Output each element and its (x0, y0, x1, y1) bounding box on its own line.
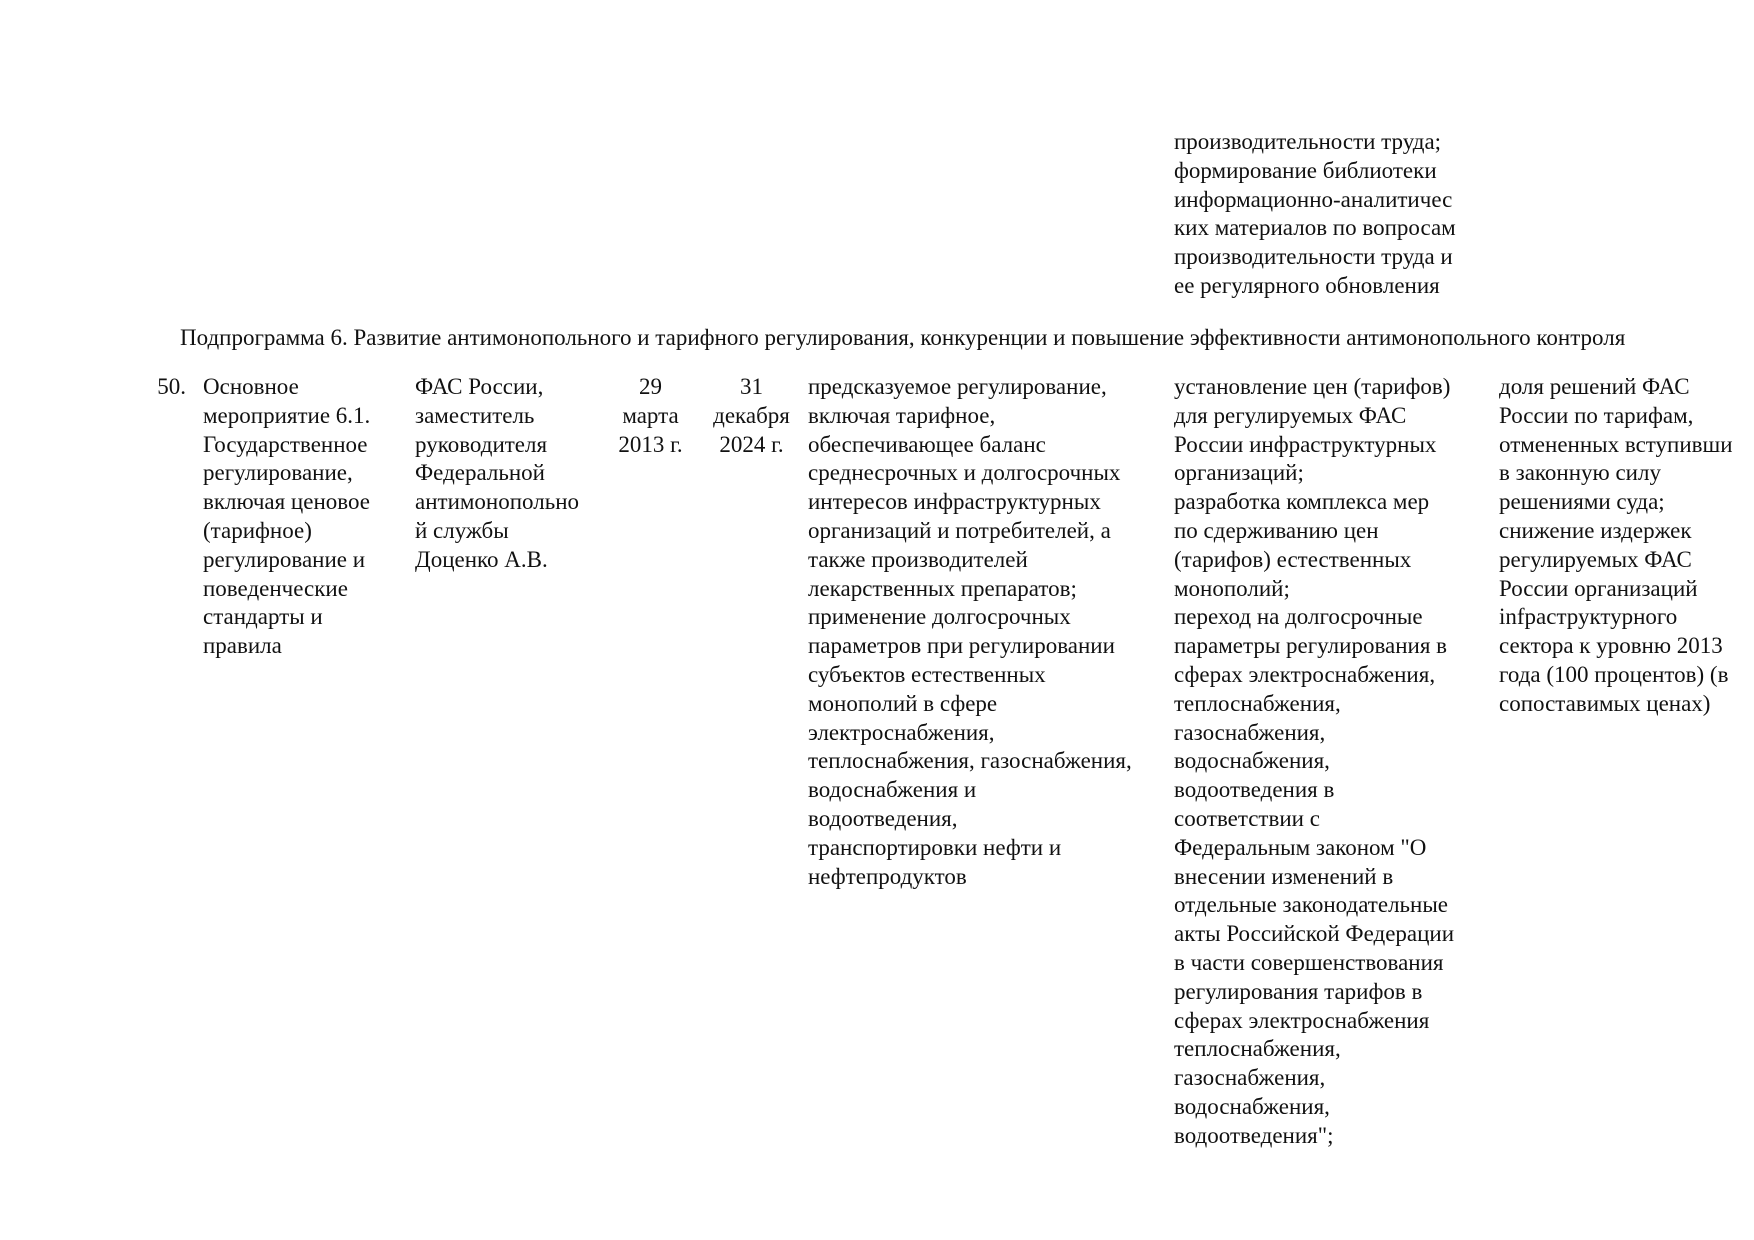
main-directions-cell: установление цен (тарифов) для регулируемых ФАС России инфраструктурных организаций; разработка комплекса мер по сдерживанию цен (тарифов) естественных монополий; переход на долгосрочные параметры регулирования в сферах электроснабжения, теплоснабжения, газоснабжения, водоснабжения, водоотведения в соответствии с Федеральным законом "О внесении изменений в отдельные законодательные акты Российской Федерации в части совершенствования регулирования тарифов в сферах электроснабжения теплоснабжения, газоснабжения, водоснабжения, водоотведения"; (1174, 374, 1455, 1148)
event-cell: Основное мероприятие 6.1. Государственное регулирование, включая ценовое (тарифное) регулирование и поведенческие стандарты и правила (203, 374, 371, 659)
executor-cell: ФАС России, заместитель руководителя Федеральной антимонопольно й службы Доценко А.В. (415, 374, 580, 572)
continued-results-cell: производительности труда; формирование библиотеки информационно-аналитичес ких материалов по вопросам производительности труда и ее регулярного обновления (1174, 129, 1456, 298)
expected-result-cell: предсказуемое регулирование, включая тарифное, обеспечивающее баланс среднесрочных и долгосрочных интересов инфраструктурных организаций и потребителей, а также производителей лекарственных препаратов; применение долгосрочных параметров при регулировании субъектов естественных монополий в сфере электроснабжения, теплоснабжения, газоснабжения, водоснабжения и водоотведения, транспортировки нефти и нефтепродуктов (808, 374, 1132, 889)
row-number: 50. (157, 374, 186, 399)
indicators-cell: доля решений ФАС России по тарифам, отмененных вступивши в законную силу решениями суда; снижение издержек регулируемых ФАС России организаций infраструктурного сектора к уровню 2013 года (100 процентов) (в сопоставимых ценах) (1499, 374, 1733, 716)
start-date-cell: 29 марта 2013 г. (618, 374, 683, 457)
end-date-cell: 31 декабря 2024 г. (713, 374, 790, 457)
subprogram-heading: Подпрограмма 6. Развитие антимонопольного и тарифного регулирования, конкуренции и повышение эффективности антимонопольного контроля (180, 325, 1626, 350)
